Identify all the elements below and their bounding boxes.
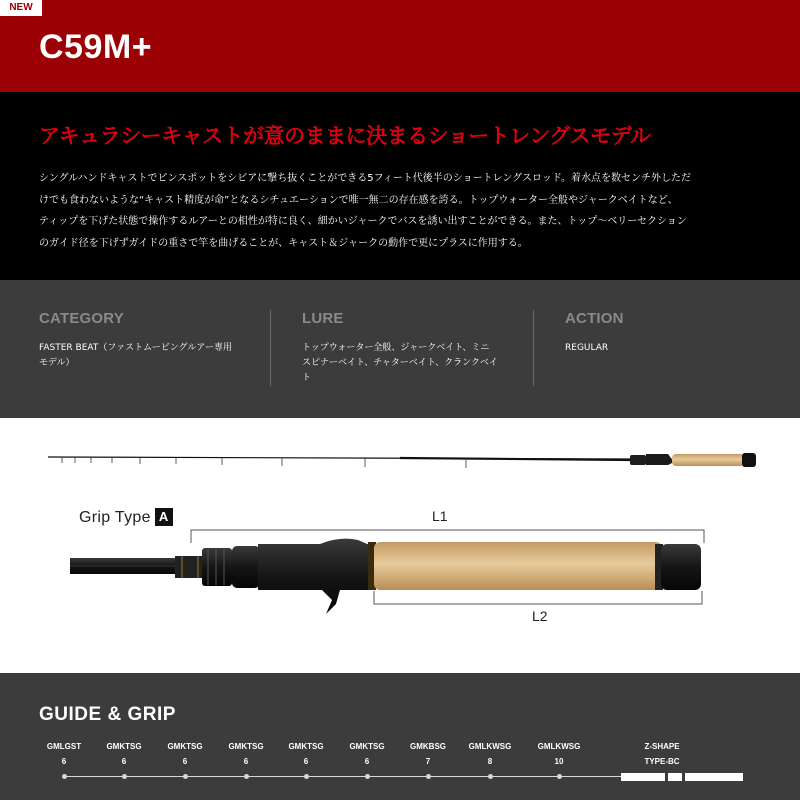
- grip-type-badge: A: [155, 508, 173, 526]
- guide-item: [529, 739, 589, 769]
- guide-marker: [183, 774, 188, 779]
- guide-size: 10: [554, 757, 564, 766]
- grip-segment: [685, 773, 743, 781]
- guide-marker: [426, 774, 431, 779]
- guide-item: [94, 739, 154, 769]
- guide-size: 6: [121, 757, 127, 766]
- guide-item: [276, 739, 336, 769]
- guide-size: 6: [243, 757, 249, 766]
- spec-line: モデル）: [39, 358, 75, 368]
- guide-size: 6: [61, 757, 67, 766]
- guide-item: [34, 739, 94, 769]
- specs-section: [0, 280, 800, 418]
- grip-segment: [668, 773, 682, 781]
- spec-category-value: [39, 341, 232, 371]
- spec-category: [39, 310, 232, 371]
- spec-action-value: [565, 341, 624, 356]
- new-badge: NEW: [0, 0, 42, 16]
- grip-spec: [632, 739, 692, 769]
- guide-size: 8: [487, 757, 493, 766]
- spec-lure-value: [302, 341, 498, 386]
- guide-model: GMKTSG: [167, 742, 203, 751]
- spec-action: [565, 310, 624, 356]
- guide-model: GMLKWSG: [468, 742, 512, 751]
- guide-marker: [488, 774, 493, 779]
- guide-marker: [122, 774, 127, 779]
- description-line: ティップを下げた状態で操作するルアーとの相性が特に良く、細かいジャークでバスを誘い出すことができる。また、トップ～ベリーセクション: [39, 216, 687, 227]
- spec-lure: [302, 310, 498, 386]
- guide-marker: [244, 774, 249, 779]
- model-title: C59M+: [39, 28, 153, 66]
- guide-marker: [557, 774, 562, 779]
- guide-model: GMKTSG: [228, 742, 264, 751]
- guide-model: GMKTSG: [349, 742, 385, 751]
- dimension-l1: L1: [432, 508, 448, 524]
- grip-type-code: TYPE-BC: [644, 757, 680, 766]
- grip-name: Z-SHAPE: [644, 742, 680, 751]
- guide-size: 7: [425, 757, 431, 766]
- spec-line: ト: [302, 373, 312, 383]
- grip-segment: [621, 773, 665, 781]
- spec-line: トップウォーター全般、ジャークベイト、ミニ: [302, 343, 490, 353]
- guide-item: [460, 739, 520, 769]
- hero-banner: [0, 0, 800, 92]
- spec-lure-title: LURE: [302, 310, 344, 327]
- rod-illustration: [0, 418, 800, 673]
- guide-item: [398, 739, 458, 769]
- guide-model: GMLKWSG: [537, 742, 581, 751]
- guide-model: GMKBSG: [410, 742, 446, 751]
- description-headline: アキュラシーキャストが意のままに決まるショートレングスモデル: [39, 124, 651, 148]
- guide-model: GMKTSG: [106, 742, 142, 751]
- spec-divider: [533, 310, 534, 386]
- guide-model: GMLGST: [46, 742, 82, 751]
- guide-grip-title: GUIDE & GRIP: [39, 704, 176, 725]
- description-line: シングルハンドキャストでピンスポットをシビアに撃ち抜くことができる5フィート代後半のショートレングスロッド。着水点を数センチ外しただ: [39, 173, 691, 184]
- guide-marker: [365, 774, 370, 779]
- guide-marker: [62, 774, 67, 779]
- spec-line: REGULAR: [565, 343, 609, 353]
- guide-item: [216, 739, 276, 769]
- description-line: けでも食わないような“キャスト精度が命”となるシチュエーションで唯一無二の存在感を誇る。トップウォーター全般やジャークベイトなど、: [39, 194, 678, 206]
- spec-category-title: CATEGORY: [39, 310, 124, 327]
- guide-line: [64, 776, 624, 777]
- guide-item: [337, 739, 397, 769]
- guide-grip-section: [0, 673, 800, 800]
- grip-type-label: [79, 508, 173, 527]
- grip-type-text: Grip Type: [79, 509, 151, 526]
- spec-action-title: ACTION: [565, 310, 624, 327]
- guide-model: GMKTSG: [288, 742, 324, 751]
- dimension-l2: L2: [532, 608, 548, 624]
- guide-size: 6: [182, 757, 188, 766]
- spec-divider: [270, 310, 271, 386]
- grip-closeup: [70, 539, 701, 614]
- full-rod: [48, 453, 756, 468]
- guide-size: 6: [364, 757, 370, 766]
- guide-item: [155, 739, 215, 769]
- description-section: [0, 92, 800, 280]
- spec-line: スピナーベイト、チャターベイト、クランクベイ: [302, 358, 498, 368]
- rod-image-section: [0, 418, 800, 673]
- description-line: のガイド径を下げずガイドの重さで竿を曲げることが、キャスト＆ジャークの動作で更にプラスに作用する。: [39, 237, 528, 249]
- guide-marker: [304, 774, 309, 779]
- guide-size: 6: [303, 757, 309, 766]
- description-body: [39, 168, 765, 254]
- spec-line: FASTER BEAT（ファストムービングルアー専用: [39, 343, 232, 353]
